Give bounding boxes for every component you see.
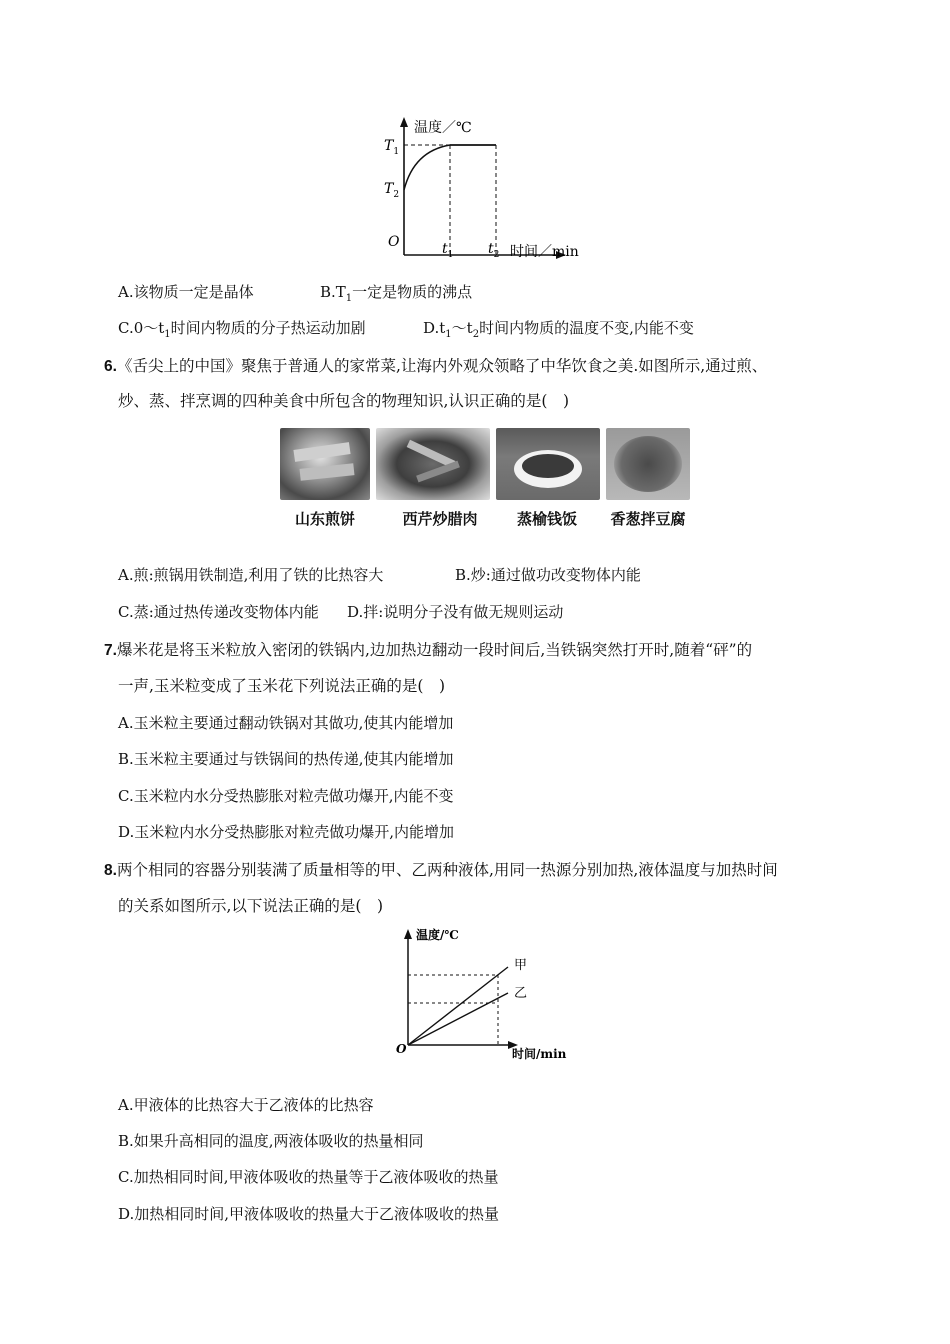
q7-option-c[interactable]: C.玉米粒内水分受热膨胀对粒壳做功爆开,内能不变 — [118, 787, 454, 805]
q7-stem-line2: 一声,玉米粒变成了玉米花下列说法正确的是( ) — [118, 677, 446, 695]
tick-T2: $T_2$ — [384, 181, 400, 200]
tick-t2: $t_2$ — [488, 241, 500, 260]
q8-option-a[interactable]: A.甲液体的比热容大于乙液体的比热容 — [118, 1096, 374, 1114]
q6-option-c[interactable]: C.蒸:通过热传递改变物体内能 — [118, 603, 319, 621]
q6-option-a[interactable]: A.煎:煎锅用铁制造,利用了铁的比热容大 — [118, 566, 384, 584]
q8-option-d[interactable]: D.加热相同时间,甲液体吸收的热量大于乙液体吸收的热量 — [118, 1205, 500, 1223]
q7-option-d[interactable]: D.玉米粒内水分受热膨胀对粒壳做功爆开,内能增加 — [118, 823, 455, 841]
y-axis-label: 温度／℃ — [414, 120, 472, 136]
q5-option-c[interactable]: $C.0\sim t_1$时间内物质的分子热运动加剧 — [118, 319, 366, 340]
q6-option-b[interactable]: B.炒:通过做功改变物体内能 — [455, 566, 641, 584]
tick-T1: $T_1$ — [384, 138, 400, 157]
q8-stem-line2: 的关系如图所示,以下说法正确的是( ) — [118, 897, 384, 915]
x-axis-label: 时间／min — [510, 244, 579, 260]
q5-option-d[interactable]: $D.t_1\sim t_2$时间内物质的温度不变,内能不变 — [423, 319, 694, 340]
q7-option-b[interactable]: B.玉米粒主要通过与铁锅间的热传递,使其内能增加 — [118, 750, 454, 768]
food-photo-tofu — [606, 428, 690, 500]
q5-option-a[interactable]: A.该物质一定是晶体 — [118, 283, 254, 301]
q7-option-a[interactable]: A.玉米粒主要通过翻动铁锅对其做功,使其内能增加 — [118, 714, 454, 732]
food-photo-jianbing — [280, 428, 370, 500]
origin-label: O — [388, 234, 400, 250]
q6-option-d[interactable]: D.拌:说明分子没有做无规则运动 — [347, 603, 564, 621]
two-liquid-graph — [390, 925, 580, 1065]
caption-elm-rice: 蒸榆钱饭 — [516, 510, 577, 528]
q8-stem-line1: 8.两个相同的容器分别装满了质量相等的甲、乙两种液体,用同一热源分别加热,液体温度与加热时间 — [104, 861, 778, 879]
q6-stem-line1: 6.《舌尖上的中国》聚焦于普通人的家常菜,让海内外观众领略了中华饮食之美.如图所示,通过煎、 — [104, 357, 768, 375]
q8-option-c[interactable]: C.加热相同时间,甲液体吸收的热量等于乙液体吸收的热量 — [118, 1168, 499, 1186]
origin-label: O — [396, 1042, 407, 1056]
series-jia-line — [408, 967, 508, 1045]
caption-tofu: 香葱拌豆腐 — [610, 510, 686, 528]
q5-option-b[interactable]: $B.T_1$一定是物质的沸点 — [320, 283, 473, 304]
caption-celery-pork: 西芹炒腊肉 — [402, 510, 478, 528]
q6-stem-line2: 炒、蒸、拌烹调的四种美食中所包含的物理知识,认识正确的是( ) — [118, 392, 570, 410]
series-jia-label: 甲 — [514, 958, 528, 973]
tick-t1: $t_1$ — [442, 241, 454, 260]
caption-jianbing: 山东煎饼 — [294, 510, 355, 528]
y-axis-label: 温度/℃ — [416, 928, 459, 942]
q7-stem-line1: 7.爆米花是将玉米粒放入密闭的铁锅内,边加热边翻动一段时间后,当铁锅突然打开时,随着“砰”的 — [104, 641, 753, 659]
y-axis-arrow — [404, 929, 412, 939]
x-axis-label: 时间/min — [512, 1047, 567, 1061]
y-axis-arrow — [400, 117, 408, 127]
q8-option-b[interactable]: B.如果升高相同的温度,两液体吸收的热量相同 — [118, 1132, 424, 1150]
food-photo-elm-rice — [496, 428, 600, 500]
food-photo-celery-pork — [376, 428, 490, 500]
series-yi-line — [408, 993, 508, 1045]
series-yi-label: 乙 — [514, 986, 528, 1001]
heating-curve-graph — [370, 115, 600, 265]
